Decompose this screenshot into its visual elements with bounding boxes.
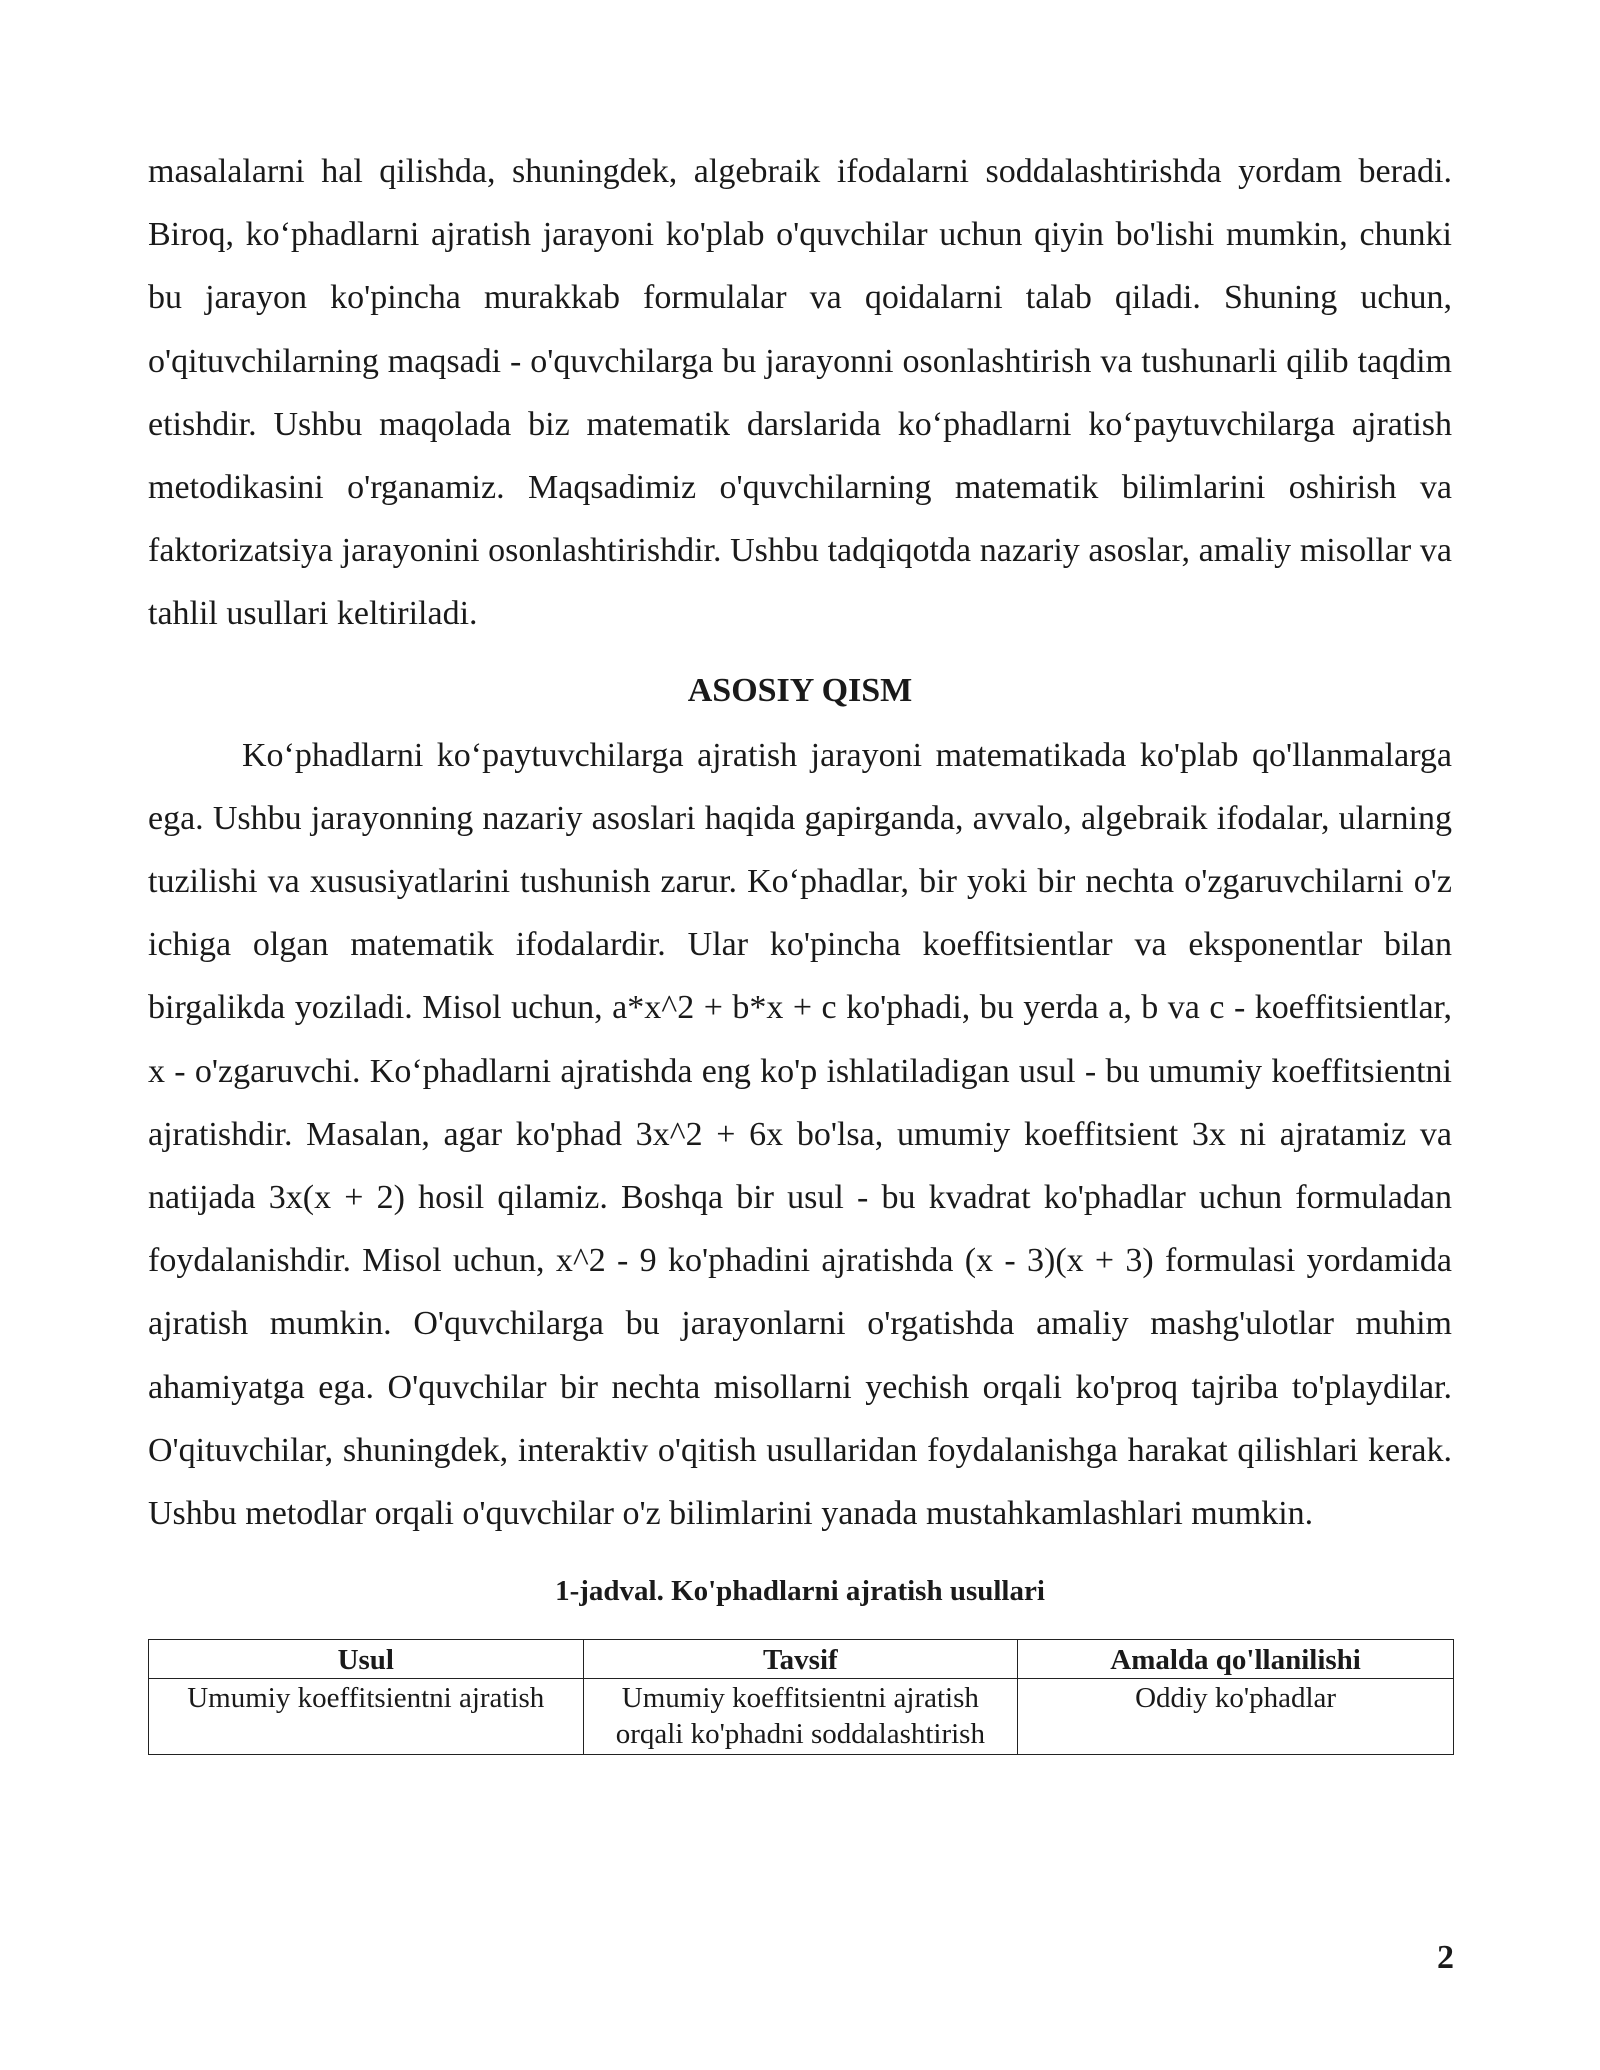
table-cell-method: Umumiy koeffitsientni ajratish [149,1679,584,1755]
table-row [149,1679,1454,1755]
table-header-row [149,1640,1454,1679]
table-header-cell-method: Usul [149,1640,584,1679]
table-header-cell-application: Amalda qo'llanilishi [1018,1640,1454,1679]
main-paragraph: Ko‘phadlarni ko‘paytuvchilarga ajratish jarayoni matematikada ko'plab qo'llanmalarga ega. Ushbu jarayonning nazariy asoslari haqida gapirganda, avvalo, algebraik ifodalar, ularning tuzilishi va xususiyatlarini tushunish zarur. Ko‘phadlar, bir yoki bir nechta o'zgaruvchilarni o'z ichiga olgan matematik ifodalardir. Ular ko'pincha koeffitsientlar va eksponentlar bilan birgalikda yoziladi. Misol uchun, a*x^2 + b*x + c ko'phadi, bu yerda a, b va c - koeffitsientlar, x - o'zgaruvchi. Ko‘phadlarni ajratishda eng ko'p ishlatiladigan usul - bu umumiy koeffitsientni ajratishdir. Masalan, agar ko'phad 3x^2 + 6x bo'lsa, umumiy koeffitsient 3x ni ajratamiz va natijada 3x(x + 2) hosil qilamiz. Boshqa bir usul - bu kvadrat ko'phadlar uchun formuladan foydalanishdir. Misol uchun, x^2 - 9 ko'phadini ajratishda (x - 3)(x + 3) formulasi yordamida ajratish mumkin. O'quvchilarga bu jarayonlarni o'rgatishda amaliy mashg'ulotlar muhim ahamiyatga ega. O'quvchilar bir nechta misollarni yechish orqali ko'proq tajriba to'playdilar. O'qituvchilar, shuningdek, interaktiv o'qitish usullaridan foydalanishga harakat qilishlari kerak. Ushbu metodlar orqali o'quvchilar o'z bilimlarini yanada mustahkamlashlari mumkin. [148,736,1452,1533]
table-caption: 1-jadval. Ko'phadlarni ajratish usullari [555,1575,1045,1608]
intro-paragraph: masalalarni hal qilishda, shuningdek, algebraik ifodalarni soddalashtirishda yordam beradi. Biroq, ko‘phadlarni ajratish jarayoni ko'plab o'quvchilar uchun qiyin bo'lishi mumkin, chunki bu jarayon ko'pincha murakkab formulalar va qoidalarni talab qiladi. Shuning uchun, o'qituvchilarning maqsadi - o'quvchilarga bu jarayonni osonlashtirish va tushunarli qilib taqdim etishdir. Ushbu maqolada biz matematik darslarida ko‘phadlarni ko‘paytuvchilarga ajratish metodikasini o'rganamiz. Maqsadimiz o'quvchilarning matematik bilimlarini oshirish va faktorizatsiya jarayonini osonlashtirishdir. Ushbu tadqiqotda nazariy asoslar, amaliy misollar va tahlil usullari keltiriladi. [148,153,1452,633]
page-number: 2 [1437,1939,1454,1976]
table-cell-description: Umumiy koeffitsientni ajratish orqali ko'phadni soddalashtirish [583,1679,1018,1755]
table-header-cell-description: Tavsif [583,1640,1018,1679]
document-page [148,140,1452,1755]
table-cell-application: Oddiy ko'phadlar [1018,1679,1454,1755]
section-heading: ASOSIY QISM [687,671,913,709]
methods-table [148,1639,1454,1755]
